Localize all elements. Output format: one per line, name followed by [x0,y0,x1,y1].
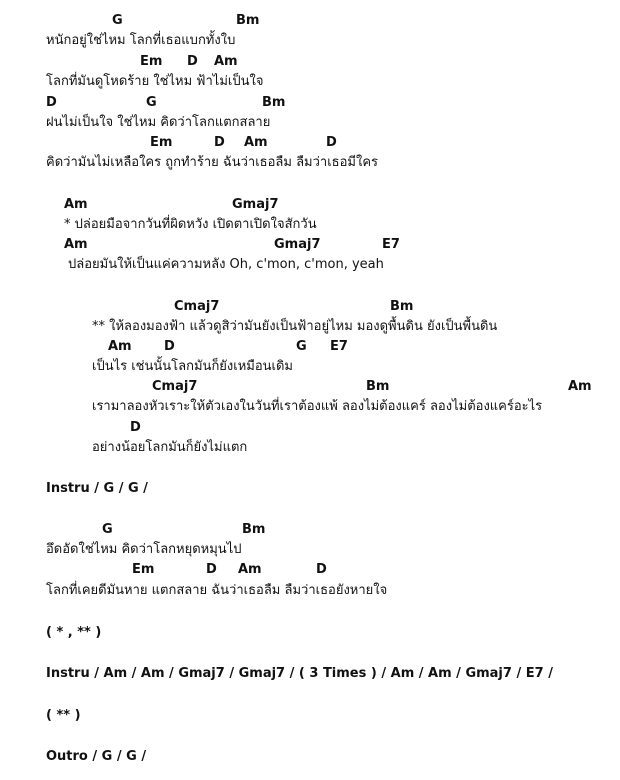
lyric-line: ** ให้ลองมองฟ้า แล้วดูสิว่ามันยังเป็นฟ้าอยู่ไหม มองดูพื้นดิน ยังเป็นพื้นดิน [92,319,498,334]
chord: Bm [390,299,414,314]
chord: D [326,135,337,150]
lyric-line: โลกที่มันดูโหดร้าย ใช่ไหม ฟ้าไม่เป็นใจ [46,74,264,89]
chord: G [112,13,123,28]
chord: Am [568,379,592,394]
chord: Gmaj7 [274,237,321,252]
lyric-line: อึดอัดใช่ไหม คิดว่าโลกหยุดหมุนไป [46,542,242,557]
chord: Em [150,135,173,150]
outro-line: Outro / G / G / [46,749,147,764]
chord: G [296,339,307,354]
chord: Cmaj7 [174,299,220,314]
chord: Am [64,237,88,252]
lyric-line: ปล่อยมันให้เป็นแค่ความหลัง Oh, c'mon, c'mon, yeah [68,257,384,272]
chord: Bm [236,13,260,28]
chord: D [187,54,198,69]
lyric-line: หนักอยู่ใช่ไหม โลกที่เธอแบกทั้งใบ [46,33,236,48]
chord: Am [64,197,88,212]
chord: Em [132,562,155,577]
repeat-marker: ( * , ** ) [46,625,102,640]
instrumental-line: Instru / Am / Am / Gmaj7 / Gmaj7 / ( 3 Times ) / Am / Am / Gmaj7 / E7 / [46,666,553,681]
instrumental-line: Instru / G / G / [46,481,148,496]
chord: Am [214,54,238,69]
chord: Cmaj7 [152,379,198,394]
lyric-line: เรามาลองหัวเราะให้ตัวเองในวันที่เราต้องแพ้ ลองไม่ต้องแคร์ ลองไม่ต้องแคร์อะไร [92,399,543,414]
chord: D [46,95,57,110]
chord: Am [108,339,132,354]
chord: D [206,562,217,577]
chord: E7 [382,237,400,252]
chord: G [146,95,157,110]
chord: Bm [242,522,266,537]
chord: D [316,562,327,577]
chord: D [164,339,175,354]
chord: Am [244,135,268,150]
chord: D [214,135,225,150]
chord: E7 [330,339,348,354]
chord: Bm [366,379,390,394]
lyric-line: โลกที่เคยดีมันหาย แตกสลาย ฉันว่าเธอลืม ลืมว่าเธอยังหายใจ [46,583,388,598]
repeat-marker: ( ** ) [46,708,81,723]
lyric-line: คิดว่ามันไม่เหลือใคร ถูกทำร้าย ฉันว่าเธอลืม ลืมว่าเธอมีใคร [46,155,379,170]
lyric-line: ฝนไม่เป็นใจ ใช่ไหม คิดว่าโลกแตกสลาย [46,115,271,130]
chord: Gmaj7 [232,197,279,212]
chord: D [130,420,141,435]
chord: Em [140,54,163,69]
chord: G [102,522,113,537]
lyric-line: เป็นไร เช่นนั้นโลกมันก็ยังเหมือนเดิม [92,359,294,374]
lyric-line: อย่างน้อยโลกมันก็ยังไม่แตก [92,440,248,455]
chord: Bm [262,95,286,110]
chord: Am [238,562,262,577]
lyric-line: * ปล่อยมือจากวันที่ผิดหวัง เปิดตาเปิดใจสักวัน [64,217,317,232]
